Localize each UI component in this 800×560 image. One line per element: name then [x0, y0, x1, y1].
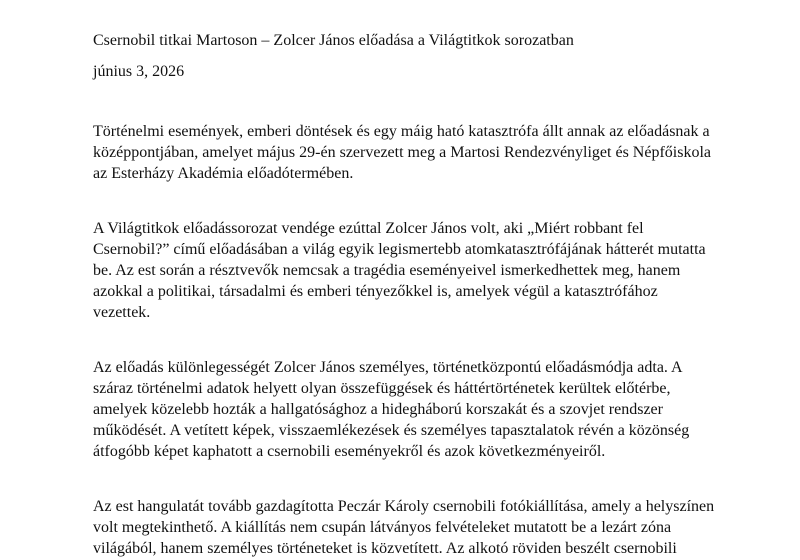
text-line: átfogóbb képet kaphatott a csernobili eseményekről és azok következményeiről.: [93, 443, 606, 460]
text-line: Történelmi események, emberi döntések és egy máig ható katasztrófa állt annak az előadásnak a: [93, 123, 710, 140]
text-line: volt megtekinthető. A kiállítás nem csupán látványos felvételeket mutatott be a lezárt zóna: [93, 519, 672, 536]
text-line: az Esterházy Akadémia előadótermében.: [93, 165, 354, 182]
paragraph-presentation-style: [93, 357, 733, 462]
text-line: amelyek közelebb hozták a hallgatósághoz a hidegháború korszakát és a szovjet rendszer: [93, 401, 663, 418]
text-line: középpontjában, amelyet május 29-én szervezett meg a Martosi Rendezvényliget és Népfőiskola: [93, 144, 712, 161]
text-line: Az előadás különlegességét Zolcer János személyes, történetközpontú előadásmódja adta. A: [93, 359, 683, 376]
text-line: vezettek.: [93, 304, 151, 321]
text-line: Az est hangulatát tovább gazdagította Peczár Károly csernobili fotókiállítása, amely a helyszínen: [93, 498, 715, 515]
text-line: világából, hanem személyes történeteket is közvetített. Az alkotó röviden beszélt csernobili: [93, 540, 677, 557]
article-date: június 3, 2026: [93, 63, 185, 80]
paragraph-photo-exhibition: [93, 496, 733, 559]
text-line: száraz történelmi adatok helyett olyan összefüggések és háttértörténetek kerültek előtérbe,: [93, 380, 671, 397]
text-line: A Világtitkok előadássorozat vendége ezúttal Zolcer János volt, aki „Miért robbant fel: [93, 220, 644, 237]
article-title: Csernobil titkai Martoson – Zolcer János előadása a Világtitkok sorozatban: [93, 32, 574, 49]
paragraph-lecture: [93, 218, 733, 323]
text-line: azokkal a politikai, társadalmi és emberi tényezőkkel is, amelyek végül a katasztrófához: [93, 283, 658, 300]
text-line: be. Az est során a résztvevők nemcsak a tragédia eseményeivel ismerkedhettek meg, hanem: [93, 262, 681, 279]
text-line: Csernobil?” című előadásában a világ egyik legismertebb atomkatasztrófájának hátterét mutatta: [93, 241, 706, 258]
text-line: működését. A vetített képek, visszaemlékezések és személyes tapasztalatok révén a közönség: [93, 422, 690, 439]
paragraph-intro: [93, 121, 733, 184]
